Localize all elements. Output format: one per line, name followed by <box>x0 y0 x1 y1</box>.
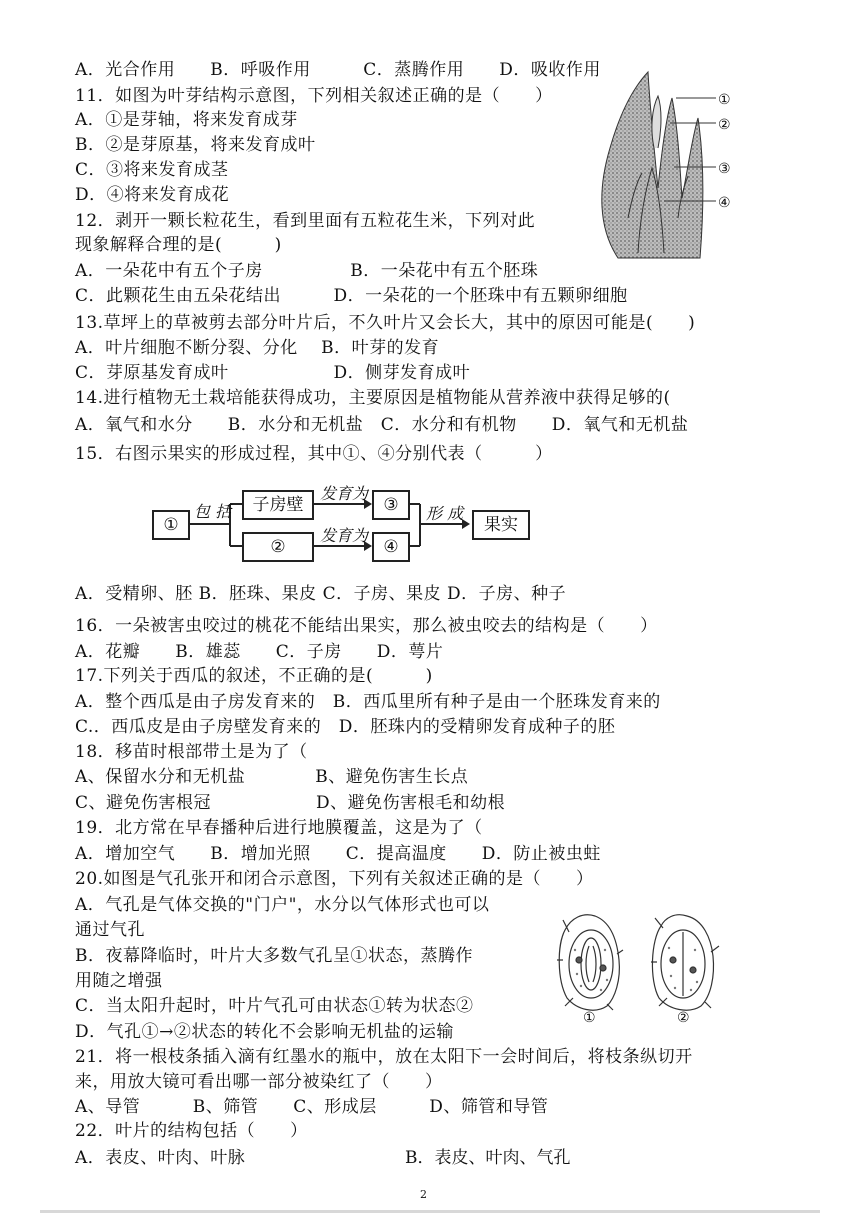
bud-label-4: ④ <box>718 195 731 211</box>
q18-stem: 18．移苗时根部带土是为了（ <box>75 742 308 762</box>
q14-stem: 14.进行植物无土栽培能获得成功，主要原因是植物能从营养液中获得足够的( <box>75 388 671 408</box>
q11-stem: 11．如图为叶芽结构示意图，下列相关叙述正确的是（ ） <box>75 86 553 106</box>
bud-label-1: ① <box>718 92 731 108</box>
flow-box-4: ④ <box>372 532 410 562</box>
q20-option-b-line1: B．夜幕降临时，叶片大多数气孔呈①状态，蒸腾作 <box>75 946 473 966</box>
flow-form-label: 形 成 <box>426 504 464 523</box>
q16-stem: 16．一朵被害虫咬过的桃花不能结出果实，那么被虫咬去的结构是（ ） <box>75 616 658 636</box>
q15-options: A．受精卵、胚 B．胚珠、果皮 C．子房、果皮 D．子房、种子 <box>75 584 567 604</box>
flow-box-1: ① <box>152 510 190 540</box>
q12-stem-line2: 现象解释合理的是( ) <box>75 235 282 255</box>
flow-develop-label-2: 发育为 <box>320 526 369 545</box>
q17-stem: 17.下列关于西瓜的叙述，不正确的是( ) <box>75 666 433 686</box>
q21-options: A、导管 B、筛管 C、形成层 D、筛管和导管 <box>75 1097 549 1117</box>
flow-box-2: ② <box>242 532 314 562</box>
q12-options-cd: C．此颗花生由五朵花结出 D．一朵花的一个胚珠中有五颗卵细胞 <box>75 286 628 306</box>
q13-stem: 13.草坪上的草被剪去部分叶片后，不久叶片又会长大，其中的原因可能是( ) <box>75 313 696 333</box>
q22-option-a: A．表皮、叶肉、叶脉 <box>75 1148 246 1168</box>
q11-option-d: D．④将来发育成花 <box>75 185 230 205</box>
q20-option-a-line1: A．气孔是气体交换的"门户"，水分以气体形式也可以 <box>75 895 490 915</box>
q18-options-cd: C、避免伤害根冠 D、避免伤害根毛和幼根 <box>75 793 506 813</box>
q20-option-d: D．气孔①→②状态的转化不会影响无机盐的运输 <box>75 1022 454 1042</box>
q12-options-ab: A．一朵花中有五个子房 B．一朵花中有五个胚珠 <box>75 261 539 281</box>
q20-option-c: C．当太阳升起时，叶片气孔可由状态①转为状态② <box>75 996 474 1016</box>
q20-option-b-line2: 用随之增强 <box>75 971 163 991</box>
flow-box-3: ③ <box>372 490 410 520</box>
q16-options: A．花瓣 B．雄蕊 C．子房 D．萼片 <box>75 642 444 662</box>
page-number: 2 <box>420 1188 427 1201</box>
q12-stem-line1: 12．剥开一颗长粒花生，看到里面有五粒花生米，下列对此 <box>75 211 536 231</box>
stomata-label-2: ② <box>677 1010 690 1026</box>
stomata-figure <box>555 910 735 1030</box>
q19-stem: 19．北方常在早春播种后进行地膜覆盖，这是为了（ <box>75 818 483 838</box>
leaf-bud-drawing <box>588 68 758 268</box>
q21-stem-line1: 21．将一根枝条插入滴有红墨水的瓶中，放在太阳下一会时间后，将枝条纵切开 <box>75 1047 693 1067</box>
q14-options: A．氧气和水分 B．水分和无机盐 C．水分和有机物 D．氧气和无机盐 <box>75 415 689 435</box>
stomata-drawing <box>555 910 735 1020</box>
flow-include-label: 包 括 <box>194 502 232 521</box>
q11-option-b: B．②是芽原基，将来发育成叶 <box>75 135 316 155</box>
q17-options-ab: A．整个西瓜是由子房发育来的 B．西瓜里所有种子是由一个胚珠发育来的 <box>75 692 661 712</box>
q11-option-a: A．①是芽轴，将来发育成芽 <box>75 110 298 130</box>
bud-label-3: ③ <box>718 161 731 177</box>
q19-options: A．增加空气 B．增加光照 C．提高温度 D．防止被虫蛀 <box>75 844 601 864</box>
q20-option-a-line2: 通过气孔 <box>75 920 145 940</box>
flow-box-fruit: 果实 <box>472 510 530 540</box>
fruit-formation-diagram <box>150 484 530 568</box>
flow-develop-label-1: 发育为 <box>320 484 369 503</box>
leaf-bud-figure <box>588 68 758 268</box>
q15-stem: 15．右图示果实的形成过程，其中①、④分别代表（ ） <box>75 444 553 464</box>
q13-options-cd: C．芽原基发育成叶 D．侧芽发育成叶 <box>75 363 471 383</box>
q18-options-ab: A、保留水分和无机盐 B、避免伤害生长点 <box>75 767 469 787</box>
q10-options: A．光合作用 B．呼吸作用 C．蒸腾作用 D．吸收作用 <box>75 60 601 80</box>
q22-option-b: B．表皮、叶肉、气孔 <box>405 1148 571 1168</box>
q17-options-cd: C.．西瓜皮是由子房壁发育来的 D．胚珠内的受精卵发育成种子的胚 <box>75 717 616 737</box>
flow-box-ovary-wall: 子房壁 <box>242 490 314 520</box>
q11-option-c: C．③将来发育成茎 <box>75 160 229 180</box>
q22-stem: 22．叶片的结构包括（ ） <box>75 1121 308 1141</box>
bud-label-2: ② <box>718 117 731 133</box>
q20-stem: 20.如图是气孔张开和闭合示意图，下列有关叙述正确的是（ ） <box>75 869 594 889</box>
bottom-divider <box>40 1210 820 1213</box>
stomata-label-1: ① <box>583 1010 596 1026</box>
q13-options-ab: A．叶片细胞不断分裂、分化 B．叶芽的发育 <box>75 338 440 358</box>
q21-stem-line2: 来，用放大镜可看出哪一部分被染红了（ ） <box>75 1072 443 1092</box>
